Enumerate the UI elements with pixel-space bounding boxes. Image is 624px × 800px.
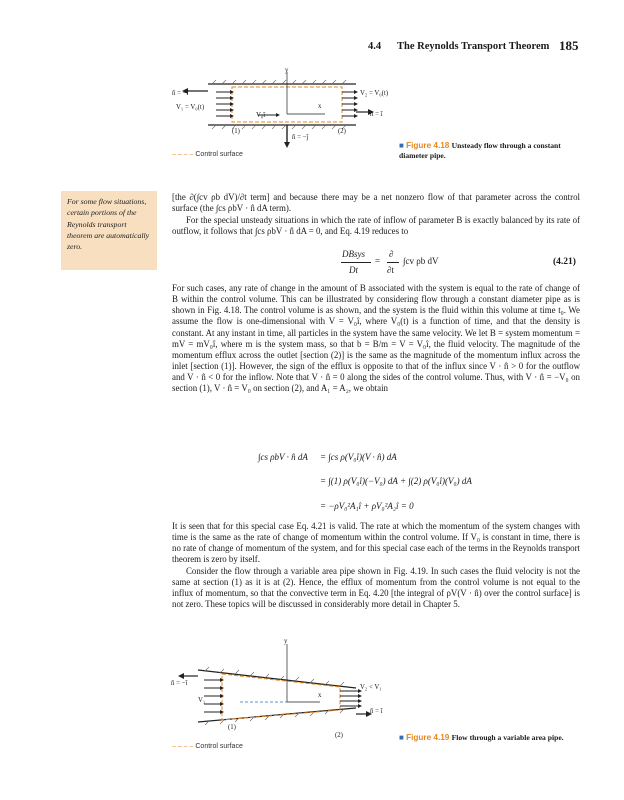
- fig18-v0-label: V₀î: [256, 112, 266, 119]
- figure-4-18-diagram: [160, 62, 380, 162]
- section-number: 4.4: [368, 41, 382, 52]
- fig19-x-label: x: [318, 692, 322, 699]
- fig19-n-right-label: n̂ = î: [370, 708, 383, 715]
- fig18-legend-label: Control surface: [195, 151, 243, 158]
- fig19-v1-label: V₁: [198, 697, 206, 704]
- eq-line3: = −ρV₀²A₁î + ρV₀²A₂î = 0: [320, 501, 414, 511]
- paragraph-5: Consider the flow through a variable area pipe shown in Fig. 4.19. In such cases the fluid velocity is not the same at section (1) as it is at (2). Hence, the efflux of momentum from the control volume is not equal to the influx of momentum, so that the convective term in Eq. 4.20 [the integral of ρV(V · n̂) over the control surface] is not zero. These topics will be discussed in considerably more detail in Chapter 5.: [172, 566, 580, 610]
- eq-line1-lhs: ∫cs ρbV · n̂ dA: [258, 452, 308, 462]
- eq-line2: = ∫(1) ρ(V₀î)(−V₀) dA + ∫(2) ρ(V₀î)(V₀) dA: [320, 476, 472, 486]
- inlet-arrows: [204, 680, 220, 712]
- eq421-fraction-bar: [341, 262, 371, 263]
- fig19-legend-label: Control surface: [195, 743, 243, 750]
- eq421-number: (4.21): [553, 257, 576, 267]
- fig18-v1-label: V₁ = V₀(t): [176, 104, 205, 111]
- fig18-y-label: y: [285, 67, 289, 74]
- fig18-section-2: (2): [338, 128, 346, 135]
- running-title: The Reynolds Transport Theorem: [397, 41, 550, 52]
- pipe-hatching: [205, 667, 344, 725]
- fig18-n-left-label: n̂ = −î: [172, 90, 189, 97]
- inlet-arrows: [216, 92, 230, 116]
- paragraph-4: It is seen that for this special case Eq. 4.21 is valid. The rate at which the momentum of the system changes with time is the same as the rate of change of momentum within the control volume. If V₀ is constant in time, there is no rate of change of momentum of the system, and for this special case each of the terms in the Reynolds transport theorem is zero by itself.: [172, 521, 580, 565]
- eq421-partial-bar: [387, 262, 399, 263]
- fig19-section-1: (1): [228, 724, 236, 731]
- paragraph-1: [the ∂(∫cv ρb dV)/∂t term] and because there may be a net nonzero flow of that parameter across the control surface (the ∫cs ρbV · n̂ dA term).: [172, 192, 580, 214]
- fig19-y-label: y: [284, 638, 288, 645]
- fig18-caption-text: Unsteady flow through a constant diameter pipe.: [399, 141, 561, 160]
- fig19-caption-number: Figure 4.19: [406, 733, 450, 742]
- fig18-n-bottom-label: n̂ = −ĵ: [292, 134, 309, 141]
- paragraph-3: For such cases, any rate of change in the amount of B associated with the system is equal to the rate of change of B within the control volume. This can be illustrated by considering flow through a constant diameter pipe as is shown in Fig. 4.18. The control volume is as shown, and the system is the fluid within this volume at time t₀. We assume the flow is one-dimensional with V = V₀î, where V₀(t) is a function of time, and that the density is constant. At any instant in time, all particles in the system have the same velocity. We let B = system momentum = mV = mV₀î, where m is the system mass, so that b = B/m = V = V₀î, the fluid velocity. The magnitude of the momentum efflux across the outlet [section (2)] is the same as the magnitude of the momentum influx across the inlet [section (1)]. However, the sign of the efflux is opposite to that of the influx since V · n̂ > 0 for the outflow and V · n̂ < 0 for the inflow. Note that V · n̂ = 0 along the sides of the control volume. Thus, with V · n̂ = −V₀ on section (1), V · n̂ = V₀ on section (2), and A₁ = A₂, we obtain: [172, 283, 580, 394]
- fig18-section-1: (1): [232, 128, 240, 135]
- fig18-v2-label: V₂ = V₀(t): [360, 90, 389, 97]
- eq421-equals: =: [375, 256, 381, 266]
- eq-line1-rhs: = ∫cs ρ(V₀î)(V · n̂) dA: [320, 452, 397, 462]
- fig19-legend: – – – – Control surface: [172, 743, 243, 750]
- fig18-caption: [399, 141, 569, 161]
- fig19-section-2: (2): [335, 732, 343, 739]
- fig18-n-right-label: n̂ = î: [370, 111, 383, 118]
- eq421-denominator: Dt: [349, 265, 358, 275]
- figure-4-19-diagram: [160, 636, 390, 746]
- eq421-lhs: DBsys: [342, 249, 365, 259]
- outlet-arrows: [340, 691, 358, 706]
- fig18-caption-number: Figure 4.18: [406, 141, 450, 150]
- control-surface: [222, 674, 340, 720]
- fig18-x-label: x: [318, 103, 322, 110]
- eq421-rhs: ∫cv ρb dV: [403, 256, 439, 266]
- fig19-n-left-label: n̂ = −î: [171, 680, 188, 687]
- caption-square-icon: ■: [399, 141, 404, 150]
- fig19-caption-text: Flow through a variable area pipe.: [451, 733, 564, 742]
- fig19-caption: [399, 733, 569, 743]
- page-number: 185: [559, 38, 579, 53]
- margin-note: For some flow situations, certain portions of the Reynolds transport theorem are automatically zero.: [61, 191, 157, 270]
- eq421-partial-den: ∂t: [387, 265, 394, 275]
- eq421-partial-num: ∂: [389, 249, 394, 259]
- caption-square-icon: ■: [399, 733, 404, 742]
- outlet-arrows: [342, 92, 354, 116]
- fig19-v2-label: V₂ < V₁: [360, 684, 382, 691]
- paragraph-2: For the special unsteady situations in which the rate of inflow of parameter B is exactly balanced by its rate of outflow, it follows that ∫cs ρbV · n̂ dA = 0, and Eq. 4.19 reduces to: [172, 215, 580, 237]
- fig18-legend: – – – – Control surface: [172, 151, 243, 158]
